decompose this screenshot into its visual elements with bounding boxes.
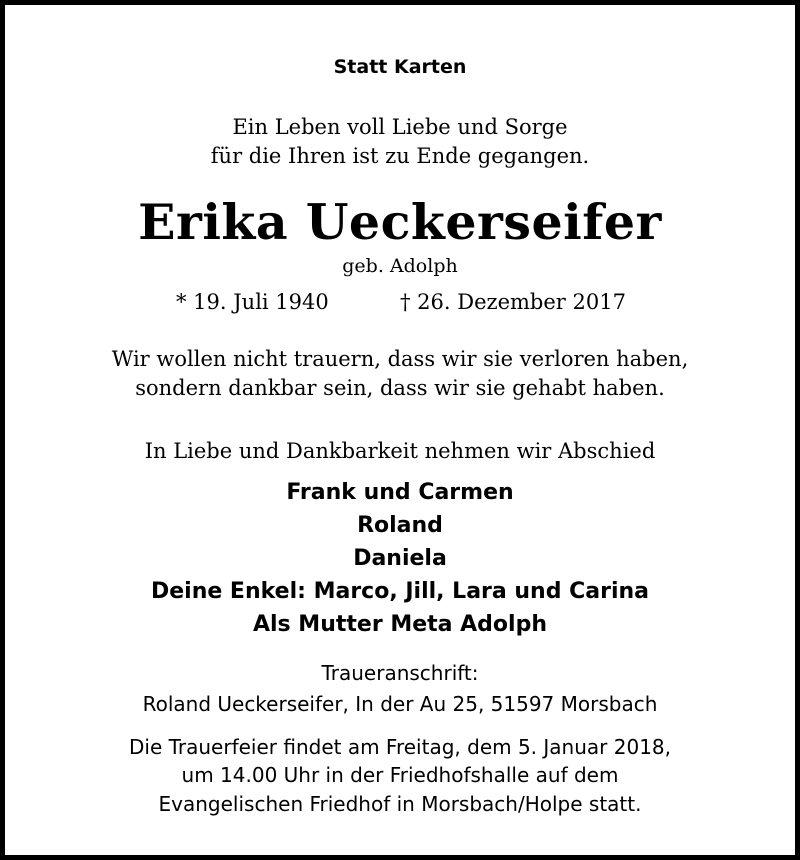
born-name: geb. Adolph [342, 255, 458, 277]
family-member: Roland [357, 513, 443, 538]
family-member: Daniela [353, 546, 447, 571]
quote-line-2: sondern dankbar sein, dass wir sie gehabt haben. [135, 376, 665, 400]
deceased-name: Erika Ueckerseifer [138, 193, 662, 251]
quote-line-1: Wir wollen nicht trauern, dass wir sie verloren haben, [111, 347, 689, 371]
death-date: † 26. Dezember 2017 [400, 290, 626, 314]
ceremony-line-3: Evangelischen Friedhof in Morsbach/Holpe statt. [158, 792, 642, 816]
birth-date: * 19. Juli 1940 [176, 290, 329, 314]
mourning-address: Roland Ueckerseifer, In der Au 25, 51597 Morsbach [142, 692, 658, 716]
intro-line-2: für die Ihren ist zu Ende gegangen. [210, 144, 590, 168]
family-member: Deine Enkel: Marco, Jill, Lara und Carina [150, 579, 650, 604]
farewell: In Liebe und Dankbarkeit nehmen wir Abschied [144, 439, 656, 463]
ceremony-line-2: um 14.00 Uhr in der Friedhofshalle auf dem [181, 763, 619, 787]
address-label: Traueranschrift: [321, 661, 479, 685]
family-member: Als Mutter Meta Adolph [252, 612, 547, 637]
family-member: Frank und Carmen [286, 480, 514, 505]
ceremony-line-1: Die Trauerfeier findet am Freitag, dem 5. Januar 2018, [128, 735, 671, 759]
intro-line-1: Ein Leben voll Liebe und Sorge [232, 115, 568, 139]
header: Statt Karten [333, 56, 467, 78]
